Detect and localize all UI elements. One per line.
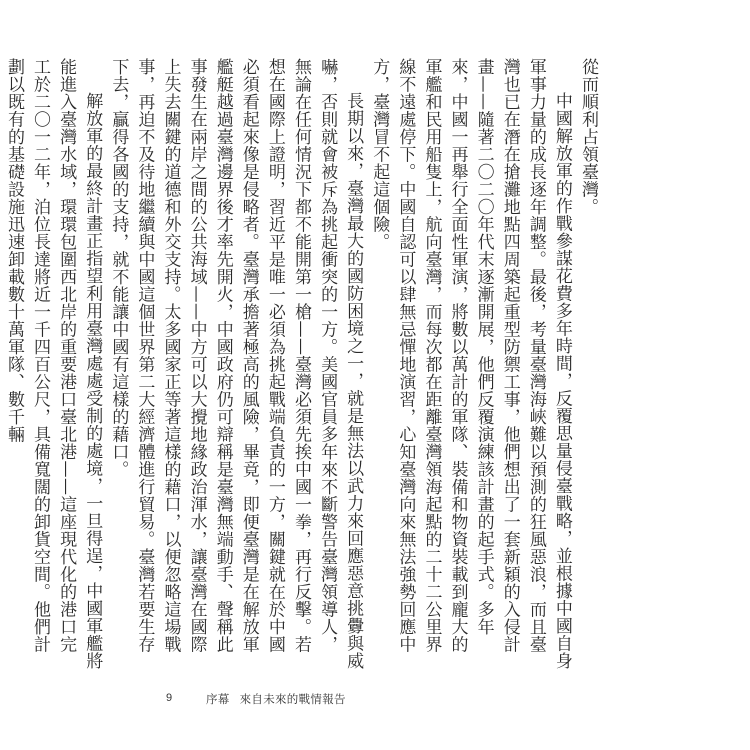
paragraph: 從而順利占領臺灣。 xyxy=(578,58,598,216)
paragraph: 長期以來，臺灣最大的國防困境之一，就是無法以武力來回應惡意挑釁與威嚇，否則就會被斥為挑起衝突的一方。美國官員多年來不斷警告臺灣領導人，無論在任何情況下都不能開第一槍——臺灣必須先挨中國一拳，再行反擊。若想在國際上證明，習近平是唯一必須為挑起戰端負責的一方，關鍵就在於中國必須看起來像是侵略者。臺灣承擔著極高的風險，畢竟，即便臺灣是在解放軍艦艇越過臺灣邊界後才率先開火，中國政府仍可辯稱是臺灣無端動手、聲稱此事發生在兩岸之間的公共海域——中方可以大攪地緣政治渾水，讓臺灣在國際上失去關鍵的道德和外交支持。太多國家正等著這樣的藉口，以便忽略這場戰事，再迫不及待地繼續與中國這個世界第二大經濟體進行貿易。臺灣若要生存下去，贏得各國的支持，就不能讓中國有這樣的藉口。 xyxy=(108,58,364,670)
running-header-section: 序幕 xyxy=(206,692,230,706)
running-header xyxy=(206,691,346,707)
paragraph: 解放軍的最終計畫正指望利用臺灣處處受制的處境，一旦得逞，中國軍艦將能進入臺灣水域，環環包圍西北岸的重要港口臺北港——這座現代化的港口完工於二〇一二年，泊位長達將近一千四百公尺，具備寬闊的卸貨空間。他們計劃以既有的基礎設施迅速卸載數十萬軍隊、數千輛 xyxy=(3,58,103,670)
page-number: 9 xyxy=(166,692,173,704)
running-header-chapter-title: 來自未來的戰情報告 xyxy=(239,692,346,706)
paragraph: 中國解放軍的作戰參謀花費多年時間，反覆思量侵臺戰略，並根據中國自身軍事力量的成長逐年調整。最後，考量臺灣海峽難以預測的狂風惡浪，而且臺灣也已在潛在搶灘地點四周築起重型防禦工事，他們想出了一套新穎的入侵計畫——隨著二〇二〇年代末逐漸開展，他們反覆演練該計畫的起手式。多年來，中國一再舉行全面性軍演，將數以萬計的軍隊、裝備和物資裝載到龐大的軍艦和民用船隻上，航向臺灣，而每次都在距離臺灣領海起點的二十二公里界線不遠處停下。中國自認可以肆無忌憚地演習，心知臺灣向來無法強勢回應中方，臺灣冒不起這個險。 xyxy=(369,58,572,670)
body-text xyxy=(3,58,601,670)
